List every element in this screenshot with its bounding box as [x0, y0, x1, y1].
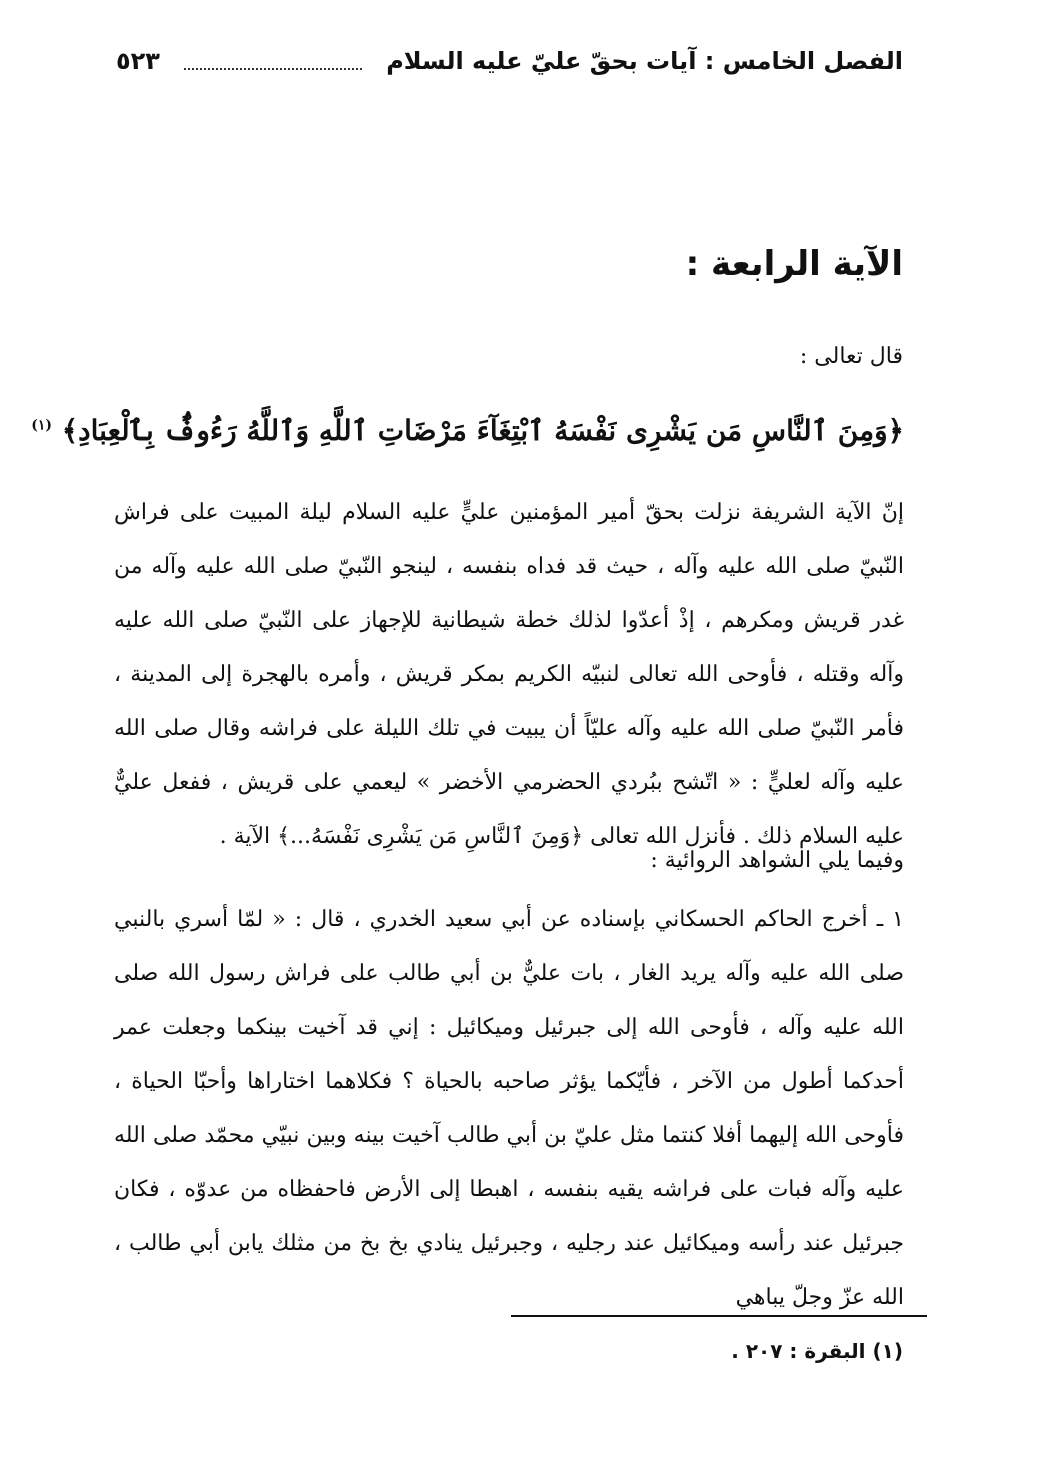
quran-verse	[31, 414, 904, 447]
paragraph-1: إنّ الآية الشريفة نزلت بحقّ أمير المؤمنين عليٍّ عليه السلام ليلة المبيت على فراش النّبيّ صلى الله عليه وآله ، حيث قد فداه بنفسه ، لينجو النّبيّ صلى الله عليه وآله من غدر قريش ومكرهم ، إذْ أعدّوا لذلك خطة شيطانية للإجهاز على النّبيّ صلى الله عليه وآله وقتله ، فأوحى الله تعالى لنبيّه الكريم بمكر قريش ، وأمره بالهجرة إلى المدينة ، فأمر النّبيّ صلى الله عليه وآله عليّاً أن يبيت في تلك الليلة على فراشه وقال صلى الله عليه وآله لعليٍّ : « اتّشح ببُردي الحضرمي الأخضر » ليعمي على قريش ، ففعل عليٌّ عليه السلام ذلك . فأنزل الله تعالى ﴿وَمِنَ ٱلنَّاسِ مَن يَشْرِى نَفْسَهُ...﴾ الآية .	[114, 500, 904, 849]
section-heading: الآية الرابعة :	[685, 244, 903, 284]
footnote-separator	[511, 1315, 927, 1317]
header-dot-leader	[184, 68, 362, 70]
verse-text: ﴿وَمِنَ ٱلنَّاسِ مَن يَشْرِى نَفْسَهُ ٱبْتِغَآءَ مَرْضَاتِ ٱللَّهِ وَٱللَّهُ رَءُوفٌۢ بِٱلْعِبَادِ﴾	[61, 414, 904, 447]
footnote-text: (١) البقرة : ٢٠٧ .	[731, 1339, 903, 1363]
intro-line: قال تعالى :	[799, 344, 903, 369]
paragraph-3: ١ ـ أخرج الحاكم الحسكاني بإسناده عن أبي سعيد الخدري ، قال : « لمّا أسري بالنبي صلى الله عليه وآله يريد الغار ، بات عليٌّ بن أبي طالب على فراش رسول الله صلى الله عليه وآله ، فأوحى الله إلى جبرئيل وميكائيل : إني قد آخيت بينكما وجعلت عمر أحدكما أطول من الآخر ، فأيّكما يؤثر صاحبه بالحياة ؟ فكلاهما اختاراها وأحبّا الحياة ، فأوحى الله إليهما أفلا كنتما مثل عليّ بن أبي طالب آخيت بينه وبين نبيّي محمّد صلى الله عليه وآله فبات على فراشه يقيه بنفسه ، اهبطا إلى الأرض فاحفظاه من عدوّه ، فكان جبرئيل عند رأسه وميكائيل عند رجليه ، وجبرئيل ينادي بخ بخ من مثلك يابن أبي طالب ، الله عزّ وجلّ يباهي	[114, 907, 904, 1310]
paragraph-2: وفيما يلي الشواهد الروائية :	[650, 848, 904, 873]
page-number: ٥٢٣	[116, 47, 160, 75]
chapter-title: الفصل الخامس : آيات بحقّ عليّ عليه السلام	[386, 47, 903, 75]
footnote-reference: (١)	[31, 417, 52, 434]
page-header	[116, 36, 903, 86]
